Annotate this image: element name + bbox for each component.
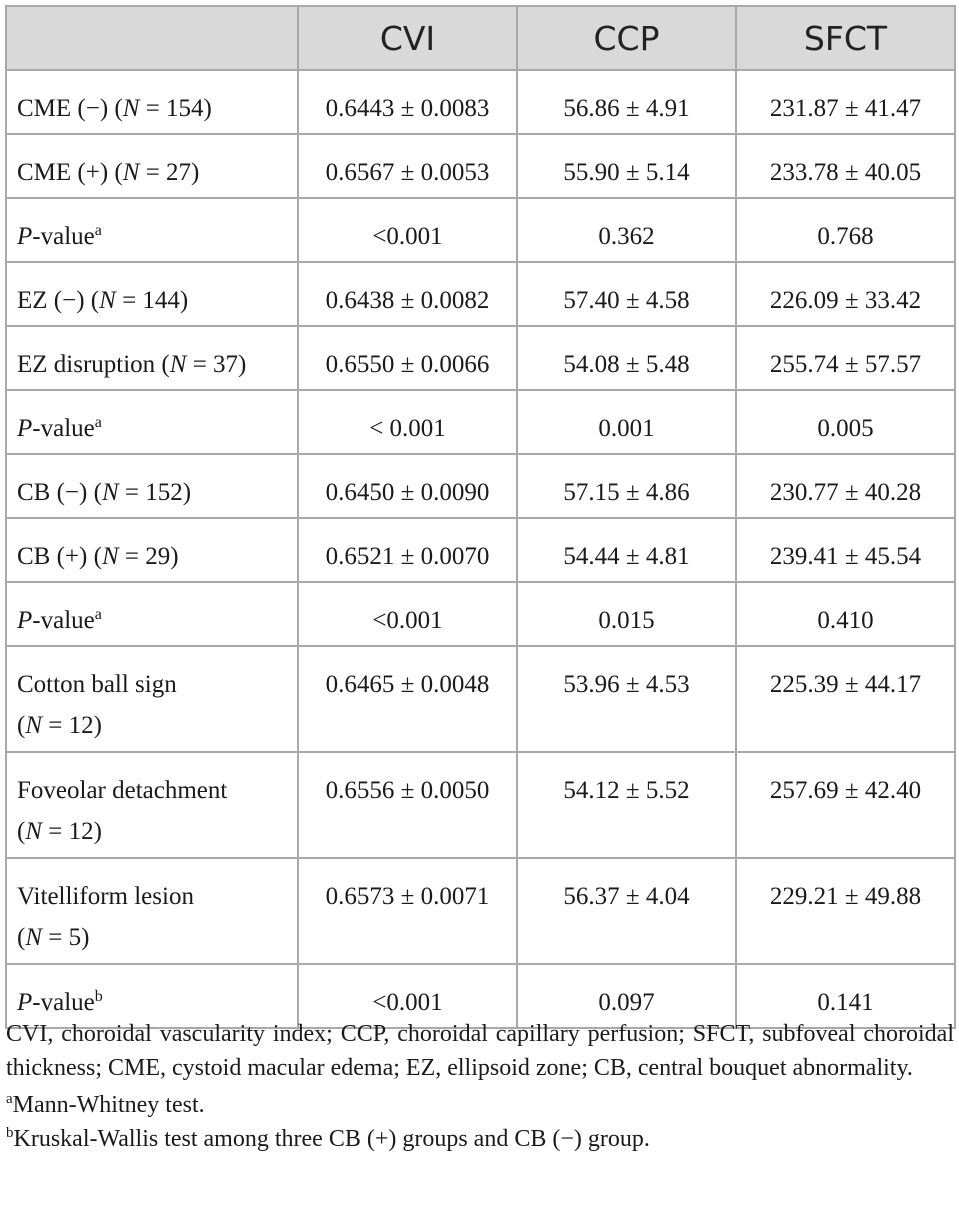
ccp-cell: 54.12 ± 5.52 [517, 752, 736, 858]
p-value-label: P-value$^a$ [6, 198, 298, 262]
footnote-marker: b [94, 988, 103, 1005]
sfct-cell: 233.78 ± 40.05 [736, 134, 955, 198]
ccp-cell: 57.15 ± 4.86 [517, 454, 736, 518]
cvi-cell: 0.6443 ± 0.0083 [298, 70, 517, 134]
sfct-cell: 0.141 [736, 964, 955, 1028]
results-table-container [5, 5, 954, 1029]
footnote-marker: a [94, 222, 102, 239]
row-label: EZ disruption (N = 37) [6, 326, 298, 390]
cvi-cell: 0.6450 ± 0.0090 [298, 454, 517, 518]
cvi-cell: < 0.001 [298, 390, 517, 454]
header-ccp: CCP [517, 6, 736, 70]
ccp-cell: 56.86 ± 4.91 [517, 70, 736, 134]
p-value-label: P-value$^b$ [6, 964, 298, 1028]
table-row [6, 262, 955, 326]
row-label: Cotton ball sign (N = 12) [6, 646, 298, 752]
cvi-cell: 0.6567 ± 0.0053 [298, 134, 517, 198]
footnote-a-marker: a [6, 1091, 13, 1107]
row-label: CB (+) (N = 29) [6, 518, 298, 582]
table-row [6, 326, 955, 390]
ccp-cell: 0.362 [517, 198, 736, 262]
sfct-cell: 0.410 [736, 582, 955, 646]
sfct-cell: 231.87 ± 41.47 [736, 70, 955, 134]
ccp-cell: 0.001 [517, 390, 736, 454]
ccp-cell: 0.015 [517, 582, 736, 646]
cvi-cell: 0.6465 ± 0.0048 [298, 646, 517, 752]
ccp-cell: 54.08 ± 5.48 [517, 326, 736, 390]
sfct-cell: 230.77 ± 40.28 [736, 454, 955, 518]
table-row [6, 134, 955, 198]
sfct-cell: 0.005 [736, 390, 955, 454]
table-row [6, 752, 955, 858]
sfct-cell: 239.41 ± 45.54 [736, 518, 955, 582]
ccp-cell: 57.40 ± 4.58 [517, 262, 736, 326]
row-label: CB (−) (N = 152) [6, 454, 298, 518]
header-sfct: SFCT [736, 6, 955, 70]
table-row [6, 858, 955, 964]
footnote-marker: a [94, 606, 102, 623]
header-blank [6, 6, 298, 70]
ccp-cell: 55.90 ± 5.14 [517, 134, 736, 198]
footnote-b [6, 1122, 954, 1156]
row-label: CME (+) (N = 27) [6, 134, 298, 198]
footnote-b-marker: b [6, 1125, 14, 1141]
row-label: CME (−) (N = 154) [6, 70, 298, 134]
footnote-marker: a [94, 414, 102, 431]
header-cvi: CVI [298, 6, 517, 70]
sfct-cell: 255.74 ± 57.57 [736, 326, 955, 390]
table-footnotes [6, 1017, 954, 1156]
footnote-a [6, 1088, 954, 1122]
cvi-cell: <0.001 [298, 198, 517, 262]
sfct-cell: 257.69 ± 42.40 [736, 752, 955, 858]
table-row [6, 454, 955, 518]
header-row [6, 6, 955, 70]
abbreviations-note: CVI, choroidal vascularity index; CCP, choroidal capillary perfusion; SFCT, subfoveal choroidal thickness; CME, cystoid macular edema; EZ, ellipsoid zone; CB, central bouquet abnormality. [6, 1021, 954, 1081]
ccp-cell: 53.96 ± 4.53 [517, 646, 736, 752]
table-row [6, 518, 955, 582]
sfct-cell: 0.768 [736, 198, 955, 262]
ccp-cell: 0.097 [517, 964, 736, 1028]
table-row [6, 198, 955, 262]
row-label: EZ (−) (N = 144) [6, 262, 298, 326]
sfct-cell: 226.09 ± 33.42 [736, 262, 955, 326]
sfct-cell: 225.39 ± 44.17 [736, 646, 955, 752]
table-row [6, 582, 955, 646]
cvi-cell: <0.001 [298, 582, 517, 646]
cvi-cell: 0.6521 ± 0.0070 [298, 518, 517, 582]
cvi-cell: 0.6550 ± 0.0066 [298, 326, 517, 390]
ccp-cell: 54.44 ± 4.81 [517, 518, 736, 582]
p-value-label: P-value$^a$ [6, 582, 298, 646]
results-table [5, 5, 956, 1029]
row-label: Vitelliform lesion (N = 5) [6, 858, 298, 964]
footnote-b-text: Kruskal-Wallis test among three CB (+) groups and CB (−) group. [13, 1126, 650, 1152]
cvi-cell: 0.6438 ± 0.0082 [298, 262, 517, 326]
ccp-cell: 56.37 ± 4.04 [517, 858, 736, 964]
cvi-cell: 0.6573 ± 0.0071 [298, 858, 517, 964]
table-row [6, 70, 955, 134]
table-row [6, 390, 955, 454]
table-row [6, 646, 955, 752]
sfct-cell: 229.21 ± 49.88 [736, 858, 955, 964]
p-value-label: P-value$^a$ [6, 390, 298, 454]
footnote-a-text: Mann-Whitney test. [12, 1092, 205, 1118]
cvi-cell: <0.001 [298, 964, 517, 1028]
row-label: Foveolar detachment (N = 12) [6, 752, 298, 858]
cvi-cell: 0.6556 ± 0.0050 [298, 752, 517, 858]
